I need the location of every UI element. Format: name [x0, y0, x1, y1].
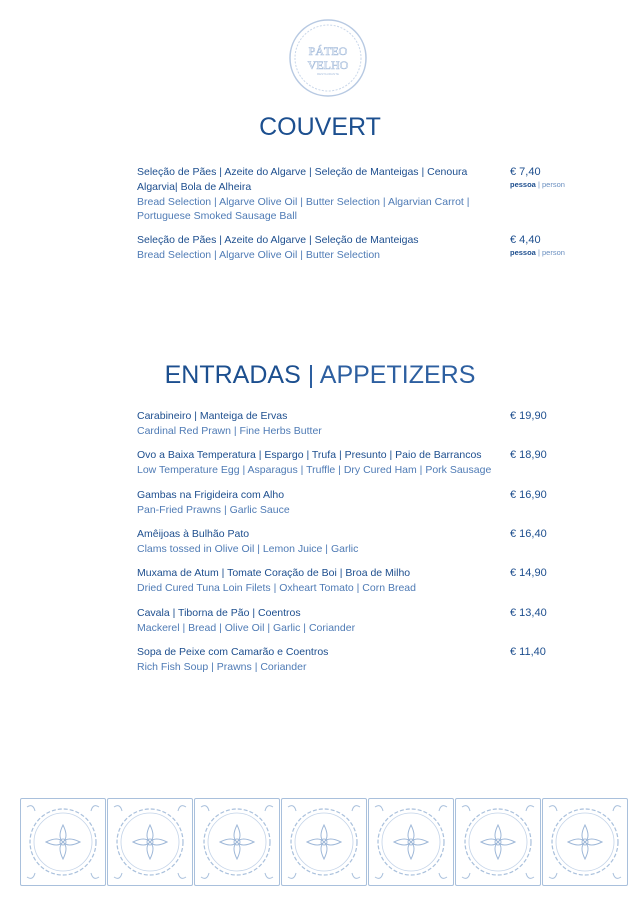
item-price: € 4,40 [510, 234, 541, 246]
item-name: Seleção de Pães | Azeite do Algarve | Seleção de Manteigas [137, 234, 419, 246]
item-description: Cardinal Red Prawn | Fine Herbs Butter [137, 425, 322, 437]
item-name: Ovo a Baixa Temperatura | Espargo | Trufa | Presunto | Paio de Barrancos [137, 449, 482, 462]
item-price: € 14,90 [510, 567, 547, 580]
heading-separator: | [307, 361, 315, 389]
azulejo-tile [20, 798, 106, 886]
svg-text:PÁTEO: PÁTEO [308, 44, 348, 58]
menu-item [137, 566, 567, 595]
item-name: Sopa de Peixe com Camarão e Coentros [137, 645, 329, 658]
azulejo-tile [281, 798, 367, 886]
heading-en: APPETIZERS [319, 361, 476, 389]
per-person-pt: pessoa [510, 248, 536, 257]
azulejo-tile [455, 798, 541, 886]
floral-ornament-icon [195, 799, 279, 885]
item-name: Amêijoas à Bulhão Pato [137, 527, 250, 540]
floral-ornament-icon [456, 799, 540, 885]
item-price-block [510, 233, 565, 258]
item-name: Seleção de Pães | Azeite do Algarve | Seleção de Manteigas | Cenoura Algarvia| Bola de Alheira [137, 166, 468, 193]
item-description: Dried Cured Tuna Loin Filets | Oxheart Tomato | Corn Bread [137, 582, 416, 595]
entradas-heading [0, 361, 640, 390]
item-name: Gambas na Frigideira com Alho [137, 488, 285, 501]
heading-pt: ENTRADAS [164, 361, 301, 389]
pateo-velho-logo [288, 18, 368, 98]
item-price: € 11,40 [510, 645, 546, 658]
item-description: Bread Selection | Algarve Olive Oil | Butter Selection [137, 249, 380, 261]
floral-ornament-icon [543, 799, 627, 885]
menu-item [137, 448, 567, 477]
menu-item [137, 606, 567, 635]
item-price: € 7,40 [510, 166, 541, 178]
item-description: Bread Selection | Algarve Olive Oil | Butter Selection | Algarvian Carrot | Portuguese Smoked Sausage Ball [137, 196, 470, 222]
menu-item [137, 527, 567, 556]
item-price: € 19,90 [510, 410, 547, 422]
floral-ornament-icon [108, 799, 192, 885]
per-person-en: | person [537, 248, 565, 257]
item-price: € 18,90 [510, 449, 547, 462]
azulejo-tile [542, 798, 628, 886]
item-name: Carabineiro | Manteiga de Ervas [137, 410, 288, 422]
item-price: € 16,40 [510, 527, 547, 540]
floral-ornament-icon [282, 799, 366, 885]
svg-text:VELHO: VELHO [307, 58, 349, 72]
menu-item [137, 488, 567, 517]
item-name: Muxama de Atum | Tomate Coração de Boi | Broa de Milho [137, 567, 411, 580]
item-name: Cavala | Tiborna de Pão | Coentros [137, 606, 301, 619]
couvert-heading: COUVERT [259, 113, 381, 141]
per-person-pt: pessoa [510, 180, 536, 189]
azulejo-tile [107, 798, 193, 886]
floral-ornament-icon [21, 799, 105, 885]
svg-text:RESTAURANTE: RESTAURANTE [316, 72, 340, 76]
azulejo-tile [368, 798, 454, 886]
per-person-en: | person [537, 180, 565, 189]
floral-ornament-icon [369, 799, 453, 885]
item-description: Mackerel | Bread | Olive Oil | Garlic | Coriander [137, 621, 356, 634]
azulejo-tile [194, 798, 280, 886]
azulejo-tile-border [20, 798, 629, 886]
menu-item [137, 409, 567, 438]
item-description: Low Temperature Egg | Asparagus | Truffle | Dry Cured Ham | Pork Sausage [137, 464, 492, 477]
item-description: Pan-Fried Prawns | Garlic Sauce [137, 503, 290, 516]
item-description: Clams tossed in Olive Oil | Lemon Juice | Garlic [137, 542, 359, 555]
menu-item [137, 645, 567, 674]
item-price: € 13,40 [510, 606, 547, 619]
menu-item [137, 233, 567, 262]
item-price-block [510, 165, 565, 190]
item-price: € 16,90 [510, 488, 547, 501]
menu-item [137, 165, 567, 223]
item-description: Rich Fish Soup | Prawns | Coriander [137, 660, 307, 673]
